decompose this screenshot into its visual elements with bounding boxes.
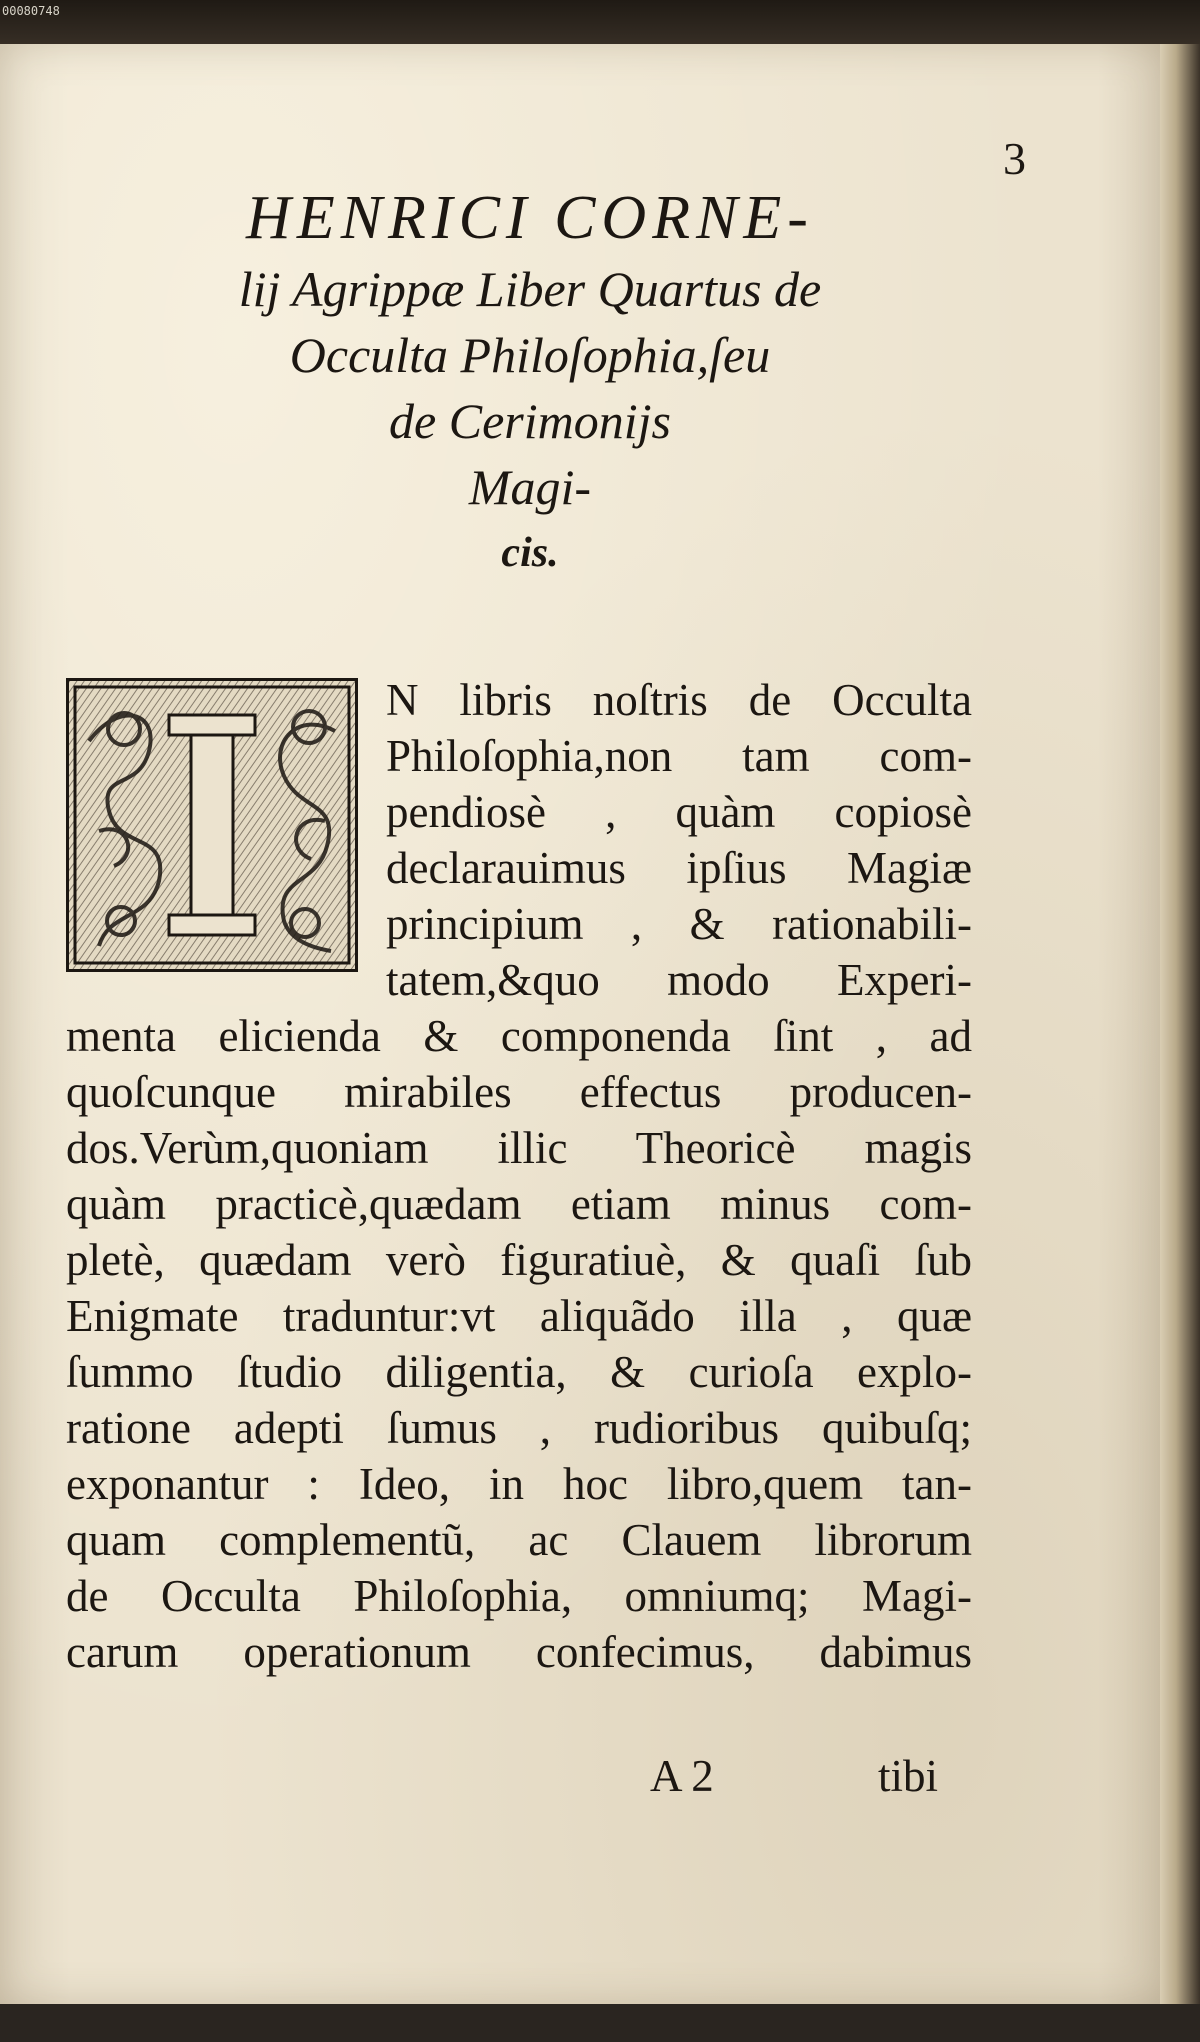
body-line-8: quoſcunque mirabiles effectus producen- (66, 1067, 972, 1117)
decorated-initial-art (69, 681, 355, 969)
body-line-7: menta elicienda & componenda ſint , ad (66, 1011, 972, 1061)
body-line-17: de Occulta Philoſophia, omniumq; Magi- (66, 1571, 972, 1621)
body-line-6: tatem,&quo modo Experi- (386, 955, 972, 1005)
body-line-13: ſummo ſtudio diligentia, & curioſa explo- (66, 1347, 972, 1397)
heading-line-2: lij Agrippæ Liber Quartus de (238, 261, 822, 317)
body-line-18: carum operationum confecimus, dabimus (66, 1627, 972, 1677)
body-line-11: pletè, quædam verò figuratiuè, & quaſi ſub (66, 1235, 972, 1285)
body-line-14: ratione adepti ſumus , rudioribus quibuſq; (66, 1403, 972, 1453)
body-line-16: quam complementũ, ac Clauem librorum (66, 1515, 972, 1565)
scan-border-bottom (0, 2004, 1200, 2042)
heading-line-3: Occulta Philoſophia,ſeu (289, 327, 771, 383)
page-number: 3 (1003, 133, 1026, 184)
body-line-3: pendiosè , quàm copiosè (386, 787, 972, 837)
body-line-4: declarauimus ipſius Magiæ (386, 843, 972, 893)
catchword: tibi (878, 1751, 939, 1801)
signature-mark: A 2 (650, 1751, 714, 1801)
chapter-heading (90, 180, 970, 586)
scan-id-label: 00080748 (2, 4, 60, 18)
body-line-5: principium , & rationabili- (386, 899, 972, 949)
body-line-9: dos.Verùm,quoniam illic Theoricè magis (66, 1123, 972, 1173)
heading-line-6: cis. (501, 530, 559, 576)
body-line-2: Philoſophia,non tam com- (386, 731, 972, 781)
body-line-1: N libris noſtris de Occulta (386, 675, 972, 725)
decorated-initial (66, 678, 358, 972)
page-edge-shadow (1160, 44, 1200, 2004)
heading-line-5: Magi- (468, 459, 592, 515)
body-line-10: quàm practicè,quædam etiam minus com- (66, 1179, 972, 1229)
body-line-12: Enigmate traduntur:vt aliquãdo illa , quæ (66, 1291, 972, 1341)
heading-line-1: HENRICI CORNE- (246, 184, 814, 252)
heading-line-4: de Cerimonijs (389, 393, 671, 449)
body-line-15: exponantur : Ideo, in hoc libro,quem tan- (66, 1459, 972, 1509)
